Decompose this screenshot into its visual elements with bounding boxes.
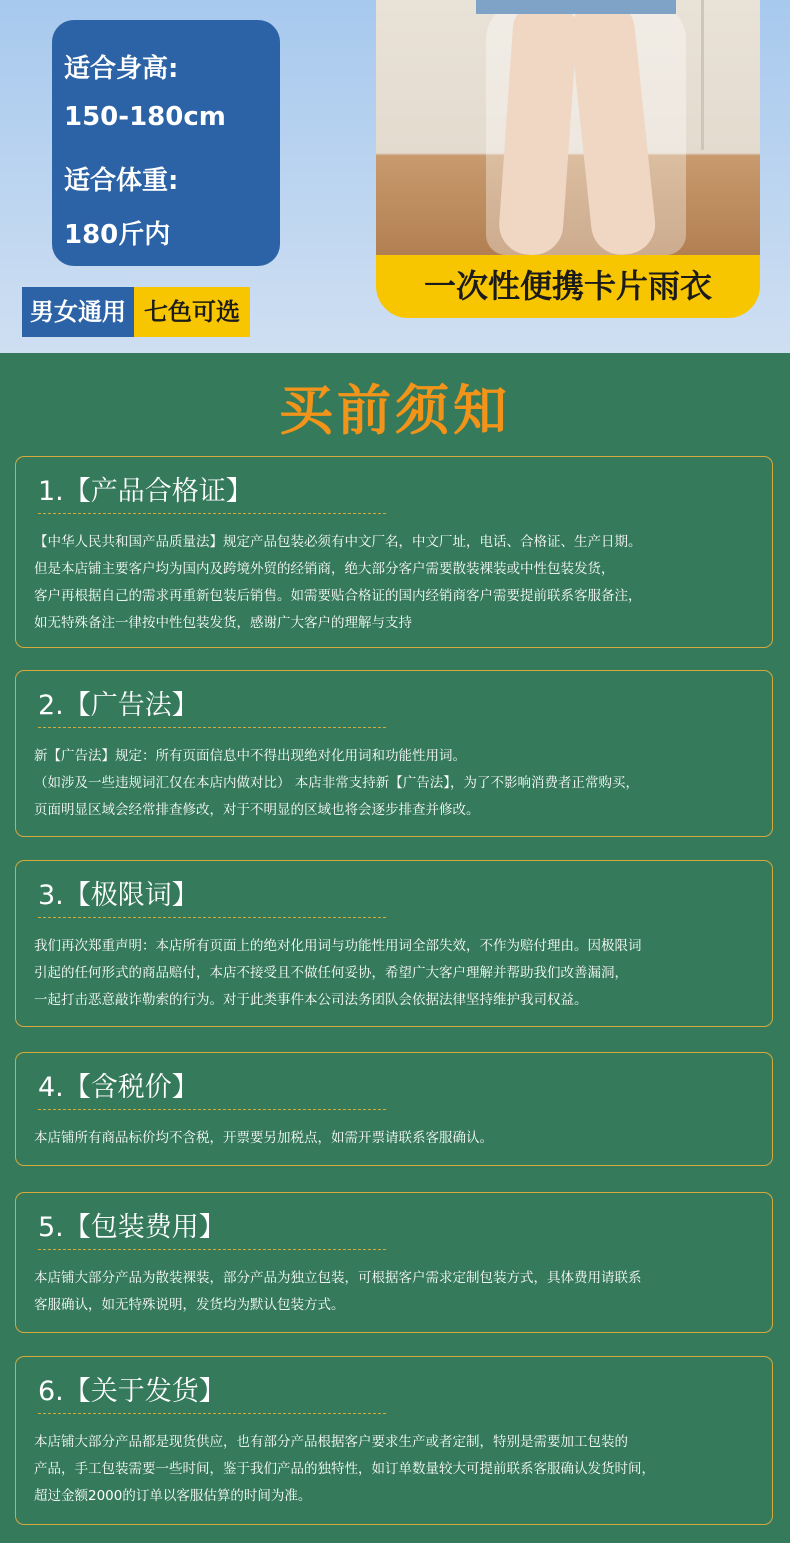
section-title: 3.【极限词】	[38, 880, 199, 911]
section-line: 页面明显区域会经常排查修改，对于不明显的区域也将会逐步排查并修改。	[34, 802, 480, 818]
section-title: 4.【含税价】	[38, 1072, 199, 1103]
raincoat-plastic	[486, 0, 686, 255]
section-line: 超过金额2000的订单以客服估算的时间为准。	[34, 1488, 312, 1504]
section-body	[34, 1429, 766, 1510]
product-title: 一次性便携卡片雨衣	[376, 255, 760, 318]
section-line: 新【广告法】规定：所有页面信息中不得出现绝对化用词和功能性用词。	[34, 748, 466, 764]
weight-value: 180斤内	[64, 220, 171, 250]
section-body	[34, 1125, 766, 1152]
section-line: 如无特殊备注一律按中性包装发货，感谢广大客户的理解与支持	[34, 615, 412, 631]
section-line: 引起的任何形式的商品赔付，本店不接受且不做任何妥协，希望广大客户理解并帮助我们改善漏洞，	[34, 965, 628, 981]
section-line: 【中华人民共和国产品质量法】规定产品包装必须有中文厂名，中文厂址，电话、合格证、生产日期。	[34, 534, 642, 550]
notice-section-shipping	[15, 1356, 773, 1525]
section-line: 客户再根据自己的需求再重新包装后销售。如需要贴合格证的国内经销商客户需要提前联系客服备注，	[34, 588, 642, 604]
notice-section-tax	[15, 1052, 773, 1166]
section-divider	[38, 727, 386, 728]
product-photo	[376, 0, 760, 255]
section-title: 1.【产品合格证】	[38, 476, 253, 507]
color-options-tag: 七色可选	[134, 287, 250, 337]
section-line: 本店铺大部分产品为散装裸装，部分产品为独立包装，可根据客户需求定制包装方式，具体费用请联系	[34, 1270, 642, 1286]
section-line: 本店铺大部分产品都是现货供应，也有部分产品根据客户要求生产或者定制，特别是需要加工包装的	[34, 1434, 628, 1450]
section-divider	[38, 1109, 386, 1110]
hero-banner	[0, 0, 790, 353]
section-line: （如涉及一些违规词汇仅在本店内做对比） 本店非常支持新【广告法】，为了不影响消费者正常购买，	[34, 775, 640, 791]
section-line: 我们再次郑重声明：本店所有页面上的绝对化用词与功能性用词全部失效，不作为赔付理由。因极限词	[34, 938, 642, 954]
notice-section-ad-law	[15, 670, 773, 837]
section-line: 本店铺所有商品标价均不含税，开票要另加税点，如需开票请联系客服确认。	[34, 1130, 493, 1146]
wall-edge	[701, 0, 704, 150]
spec-card	[52, 20, 280, 266]
section-title: 2.【广告法】	[38, 690, 199, 721]
section-body	[34, 743, 766, 824]
notice-section-packaging	[15, 1192, 773, 1333]
section-divider	[38, 513, 386, 514]
unisex-tag: 男女通用	[22, 287, 134, 337]
section-body	[34, 529, 766, 637]
denim-skirt-hem	[476, 0, 676, 14]
tag-row	[22, 287, 250, 337]
section-line: 一起打击恶意敲诈勒索的行为。对于此类事件本公司法务团队会依据法律坚持维护我司权益。	[34, 992, 588, 1008]
section-line: 客服确认，如无特殊说明，发货均为默认包装方式。	[34, 1297, 345, 1313]
section-divider	[38, 1249, 386, 1250]
section-divider	[38, 1413, 386, 1414]
notice-heading: 买前须知	[279, 379, 511, 442]
section-body	[34, 933, 766, 1014]
height-label: 适合身高:	[64, 54, 179, 84]
weight-label: 适合体重:	[64, 166, 179, 196]
section-divider	[38, 917, 386, 918]
notice-section-extreme-words	[15, 860, 773, 1027]
section-line: 产品，手工包装需要一些时间，鉴于我们产品的独特性，如订单数量较大可提前联系客服确认发货时间，	[34, 1461, 655, 1477]
section-title: 6.【关于发货】	[38, 1376, 226, 1407]
notice-section-certificate	[15, 456, 773, 648]
section-title: 5.【包装费用】	[38, 1212, 226, 1243]
section-body	[34, 1265, 766, 1319]
height-value: 150-180cm	[64, 102, 226, 132]
section-line: 但是本店铺主要客户均为国内及跨境外贸的经销商，绝大部分客户需要散装裸装或中性包装发货，	[34, 561, 615, 577]
